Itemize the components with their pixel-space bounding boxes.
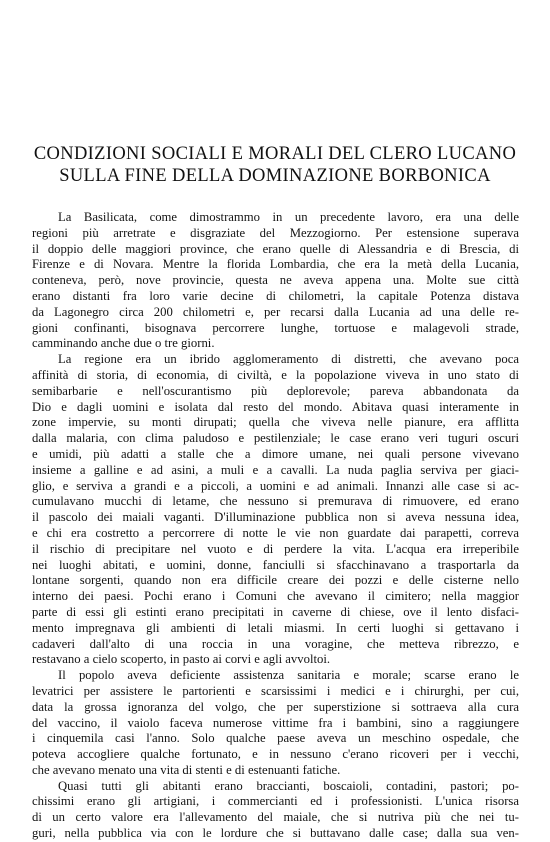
text-line: guri, nella pubblica via con le lordure che si buttavano dalle case; dalla sua ven- <box>32 826 519 841</box>
text-line: il rischio di precipitare nel vuoto e di perdere la vita. L'acqua era irreperibile <box>32 541 519 556</box>
text-line: parte di essi gli estinti erano precipitati in caverne di chiese, ove il lento disfaci- <box>32 604 519 619</box>
text-line: Il popolo aveva deficiente assistenza sanitaria e morale; scarse erano le <box>58 668 519 683</box>
chapter-title-line-2: SULLA FINE DELLA DOMINAZIONE BORBONICA <box>59 166 491 186</box>
text-line: cadaveri dall'alto di una roccia in una voragine, che metteva ribrezzo, e <box>32 636 519 651</box>
text-line: data la grossa ignoranza del volgo, che per superstizione si sottraeva alla cura <box>32 699 519 714</box>
text-line: Firenze e di Novara. Mentre la florida Lombardia, che era la metà della Lucania, <box>32 257 519 272</box>
text-line: poteva accogliere qualche fortunato, e in nessuno c'erano ricoveri per i vecchi, <box>32 747 519 762</box>
text-line: gioni confinanti, bisognava percorrere lunghe, tortuose e malagevoli strade, <box>32 320 519 335</box>
text-line: interno dei paesi. Pochi erano i Comuni che avevano il cimitero; nella maggior <box>32 589 519 604</box>
text-line: restavano a cielo scoperto, in pasto ai corvi e agli avvoltoi. <box>32 652 331 667</box>
text-line: da Lagonegro circa 200 chilometri e, per recarsi dalla Lucania ad una delle re- <box>32 304 519 319</box>
text-line: Dio e dagli uomini e isolata dal resto del mondo. Abitava quasi interamente in <box>32 399 519 414</box>
text-line: zone impervie, su monti dirupati; quella che viveva nelle pianure, era afflitta <box>32 415 519 430</box>
text-line: conteneva, però, nove provincie, questa ne aveva appena una. Molte sue città <box>32 273 519 288</box>
chapter-title-line-1: CONDIZIONI SOCIALI E MORALI DEL CLERO LUCANO <box>33 144 517 164</box>
text-line: dalla malaria, con clima paludoso e pestilenziale; le case erano veri tuguri oscuri <box>32 431 519 446</box>
body-text <box>32 210 519 842</box>
text-line: e umidi, più adatti a stalle che a dimore umane, nei quali persone vivevano <box>32 446 519 461</box>
text-line: levatrici per assistere le partorienti e scarsissimi i medici e i chirurghi, per cui, <box>32 683 519 698</box>
text-line: lontane sorgenti, quando non era difficile creare dei pozzi e delle cisterne nello <box>32 573 519 588</box>
text-line: insieme a galline e ad asini, a muli e a cavalli. La nuda paglia serviva per giaci- <box>32 462 519 477</box>
text-line: il doppio delle maggiori province, che erano quelle di Alessandria e di Brescia, di <box>32 241 519 256</box>
text-line: La regione era un ibrido agglomeramento di distretti, che avevano poca <box>58 352 519 367</box>
text-line: il pascolo dei maiali vaganti. D'illuminazione pubblica non si aveva nessuna idea, <box>32 510 519 525</box>
text-line: camminando anche due o tre giorni. <box>32 336 215 351</box>
text-line: mento impregnava gli ambienti di letali miasmi. In certi luoghi si gettavano i <box>32 620 519 635</box>
text-line: regioni più arretrate e disgraziate del Mezzogiorno. Per estensione superava <box>32 225 519 240</box>
text-line: i cinquemila casi l'anno. Solo qualche paese aveva un meschino ospedale, che <box>32 731 519 746</box>
text-line: che avevano menato una vita di stenti e di estenuanti fatiche. <box>32 762 341 777</box>
text-line: La Basilicata, come dimostrammo in un precedente lavoro, era una delle <box>58 210 519 224</box>
text-line: nei luoghi abitati, e uomini, donne, fanciulli si sfacchinavano a trasportarla da <box>32 557 519 572</box>
text-line: Quasi tutti gli abitanti erano braccianti, boscaioli, contadini, pastori; po- <box>58 778 519 793</box>
text-line: erano distanti fra loro varie decine di chilometri, la capitale Potenza distava <box>32 288 519 303</box>
text-line: cumulavano mucchi di letame, che nessuno si premurava di rimuovere, ed erano <box>32 494 519 509</box>
text-line: affinità di storia, di economia, di civiltà, e la popolazione viveva in uno stato di <box>32 367 519 382</box>
text-line: semibarbarie e nell'oscurantismo più deplorevole; pareva abbandonata da <box>32 383 519 398</box>
text-line: e chi era costretto a percorrere di notte le vie non guardate dai parapetti, correva <box>32 525 519 540</box>
text-line: di un certo valore era l'allevamento del maiale, che si nutriva più che nei tu- <box>32 810 519 825</box>
text-line: del vaccino, il vaiolo faceva numerose vittime fra i bambini, sino a raggiungere <box>32 715 519 730</box>
text-line: chissimi erano gli artigiani, i commercianti ed i professionisti. L'unica risorsa <box>32 794 519 809</box>
text-line: glio, e serviva a grandi e a piccoli, a uomini e ad animali. Innanzi alle case si ac- <box>32 478 519 493</box>
